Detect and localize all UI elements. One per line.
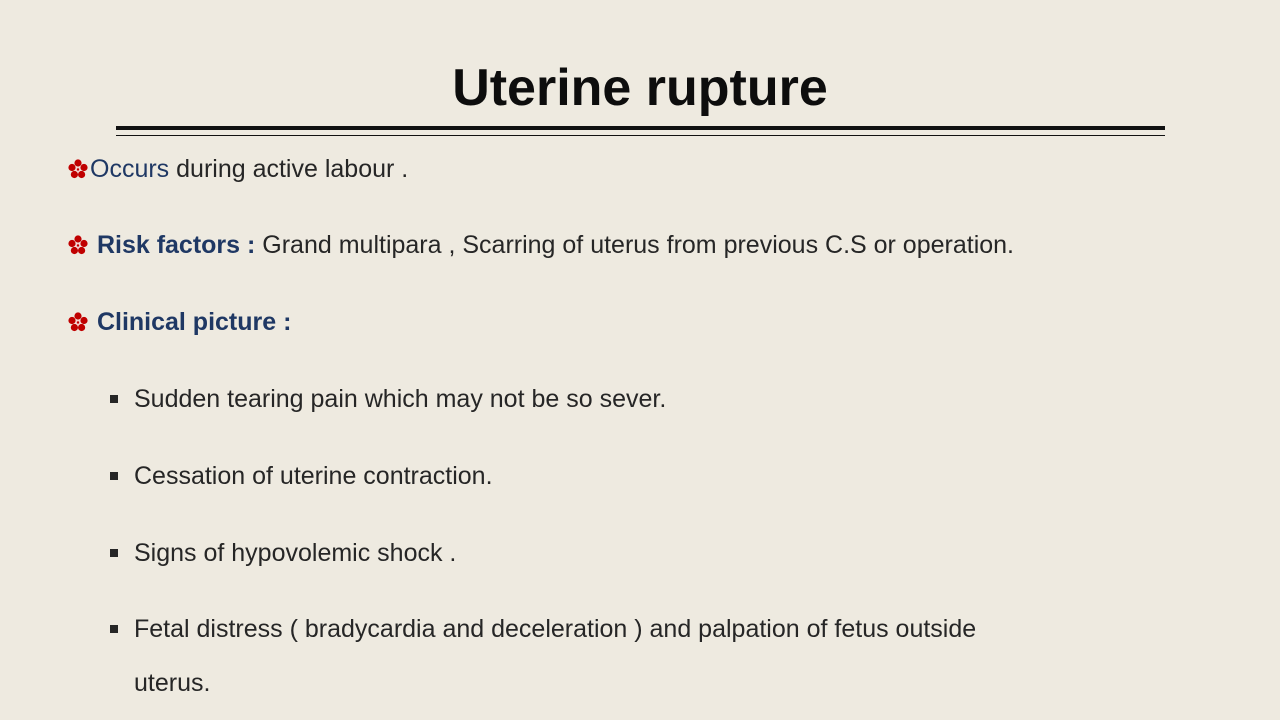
flower-bullet-icon: [68, 159, 88, 179]
title-underline-thin: [116, 135, 1165, 136]
sub-bullet: [110, 384, 666, 414]
bullet-risk-factors: [68, 230, 1014, 260]
sub-bullet: [110, 461, 493, 491]
flower-bullet-icon: [68, 312, 88, 332]
sub-bullet-text: Sudden tearing pain which may not be so sever.: [134, 385, 667, 413]
slide-title: Uterine rupture: [452, 59, 828, 117]
bullet-text: Grand multipara , Scarring of uterus from previous C.S or operation.: [262, 231, 1015, 259]
sub-bullet-text: Signs of hypovolemic shock .: [134, 539, 457, 567]
sub-bullet-text: Fetal distress ( bradycardia and deceleration ) and palpation of fetus outside: [134, 615, 977, 643]
bullet-heading: Occurs: [90, 155, 170, 183]
sub-bullet-text: uterus.: [134, 669, 211, 697]
square-bullet-icon: [110, 395, 118, 403]
square-bullet-icon: [110, 472, 118, 480]
sub-bullet-text: Cessation of uterine contraction.: [134, 462, 493, 490]
bullet-text: during active labour .: [169, 155, 409, 183]
bullet-clinical-picture: [68, 307, 291, 337]
square-bullet-icon: [110, 625, 118, 633]
sub-bullet-continuation: [134, 668, 210, 698]
bullet-occurs: [68, 154, 408, 184]
square-bullet-icon: [110, 549, 118, 557]
flower-bullet-icon: [68, 235, 88, 255]
title-underline-thick: [116, 126, 1165, 130]
bullet-heading: Risk factors :: [90, 231, 263, 259]
sub-bullet: [110, 614, 976, 644]
sub-bullet: [110, 538, 456, 568]
bullet-heading: Clinical picture :: [90, 308, 292, 336]
